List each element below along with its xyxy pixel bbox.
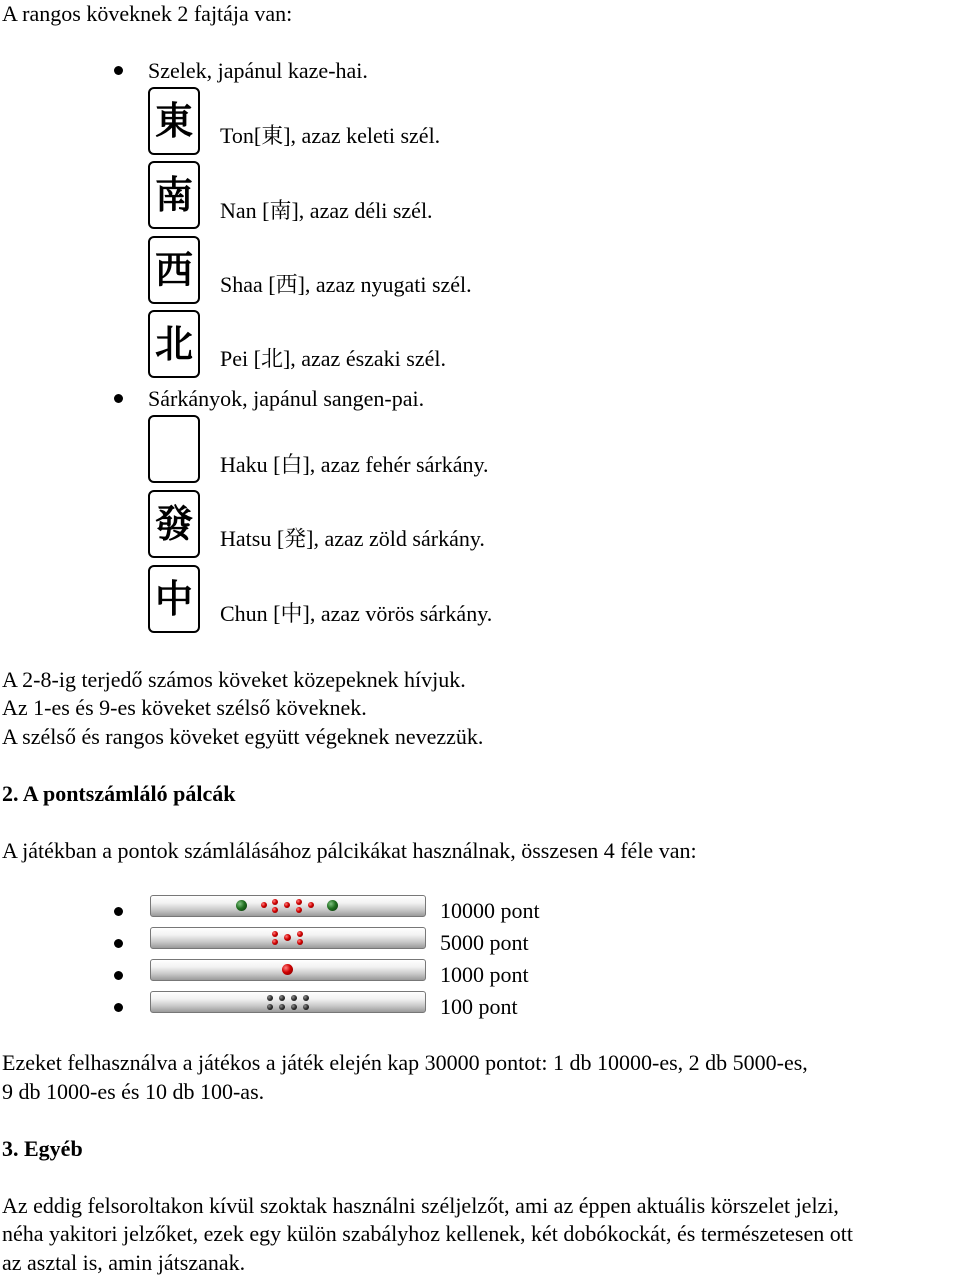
winds-header: Szelek, japánul kaze-hai. — [148, 58, 368, 83]
red-dot-icon — [272, 931, 278, 937]
section-3-line: Az eddig felsoroltakon kívül szoktak használni széljelzőt, ami az éppen aktuális körszelet jelzi, — [2, 1193, 839, 1218]
west-wind-tile-icon: 西 — [148, 236, 200, 304]
stick-1000-icon — [150, 959, 426, 981]
black-dot-icon — [291, 995, 297, 1001]
section-3-line: az asztal is, amin játszanak. — [2, 1250, 246, 1275]
intro-text: A rangos köveknek 2 fajtája van: — [2, 1, 293, 26]
bullet — [114, 971, 123, 980]
red-dot-icon — [282, 964, 293, 975]
red-dot-icon — [297, 931, 303, 937]
stick-1000-label: 1000 pont — [440, 962, 529, 987]
black-dot-icon — [303, 1004, 309, 1010]
red-dot-icon — [272, 907, 278, 913]
note-line: A szélső és rangos köveket együtt végeknek nevezzük. — [2, 724, 484, 749]
bullet — [114, 939, 123, 948]
red-dot-icon — [296, 899, 302, 905]
bullet — [114, 1003, 123, 1012]
red-dot-icon — [297, 939, 303, 945]
stick-100-icon — [150, 991, 426, 1013]
north-wind-tile-icon: 北 — [148, 310, 200, 378]
red-dot-icon — [284, 902, 290, 908]
red-dot-icon — [308, 902, 314, 908]
section-2-intro: A játékban a pontok számlálásához pálcikákat használnak, összesen 4 féle van: — [2, 838, 697, 863]
red-dot-icon — [261, 902, 267, 908]
bullet — [114, 907, 123, 916]
black-dot-icon — [291, 1004, 297, 1010]
bullet — [114, 394, 123, 403]
red-dot-icon — [272, 899, 278, 905]
east-wind-text: Ton[東], azaz keleti szél. — [220, 123, 441, 148]
black-dot-icon — [303, 995, 309, 1001]
note-line: Az 1-es és 9-es köveket szélső köveknek. — [2, 695, 367, 720]
black-dot-icon — [279, 1004, 285, 1010]
black-dot-icon — [267, 995, 273, 1001]
green-dot-icon — [236, 900, 247, 911]
red-dot-icon — [284, 934, 291, 941]
black-dot-icon — [279, 995, 285, 1001]
stick-5000-label: 5000 pont — [440, 930, 529, 955]
stick-10000-label: 10000 pont — [440, 898, 540, 923]
bullet — [114, 66, 123, 75]
stick-10000-icon — [150, 895, 426, 917]
black-dot-icon — [267, 1004, 273, 1010]
red-dragon-text: Chun [中], azaz vörös sárkány. — [220, 601, 493, 626]
white-dragon-tile-icon — [148, 415, 200, 483]
north-wind-text: Pei [北], azaz északi szél. — [220, 346, 446, 371]
section-3-heading: 3. Egyéb — [2, 1136, 83, 1161]
dragons-header: Sárkányok, japánul sangen-pai. — [148, 386, 425, 411]
south-wind-tile-icon: 南 — [148, 161, 200, 229]
red-dragon-tile-icon: 中 — [148, 565, 200, 633]
stick-100-label: 100 pont — [440, 994, 518, 1019]
green-dragon-tile-icon: 發 — [148, 490, 200, 558]
section-2-after-line: 9 db 1000-es és 10 db 100-as. — [2, 1079, 265, 1104]
green-dragon-text: Hatsu [発], azaz zöld sárkány. — [220, 526, 485, 551]
west-wind-text: Shaa [西], azaz nyugati szél. — [220, 272, 472, 297]
east-wind-tile-icon: 東 — [148, 87, 200, 155]
section-2-heading: 2. A pontszámláló pálcák — [2, 781, 236, 806]
section-2-after-line: Ezeket felhasználva a játékos a játék elején kap 30000 pontot: 1 db 10000-es, 2 db 5000-es, — [2, 1050, 808, 1075]
south-wind-text: Nan [南], azaz déli szél. — [220, 198, 433, 223]
stick-5000-icon — [150, 927, 426, 949]
red-dot-icon — [272, 939, 278, 945]
green-dot-icon — [327, 900, 338, 911]
red-dot-icon — [296, 907, 302, 913]
section-3-line: néha yakitori jelzőket, ezek egy külön szabályhoz kellenek, két dobókockát, és természetesen ott — [2, 1221, 853, 1246]
note-line: A 2-8-ig terjedő számos köveket közepeknek hívjuk. — [2, 667, 466, 692]
white-dragon-text: Haku [白], azaz fehér sárkány. — [220, 452, 489, 477]
